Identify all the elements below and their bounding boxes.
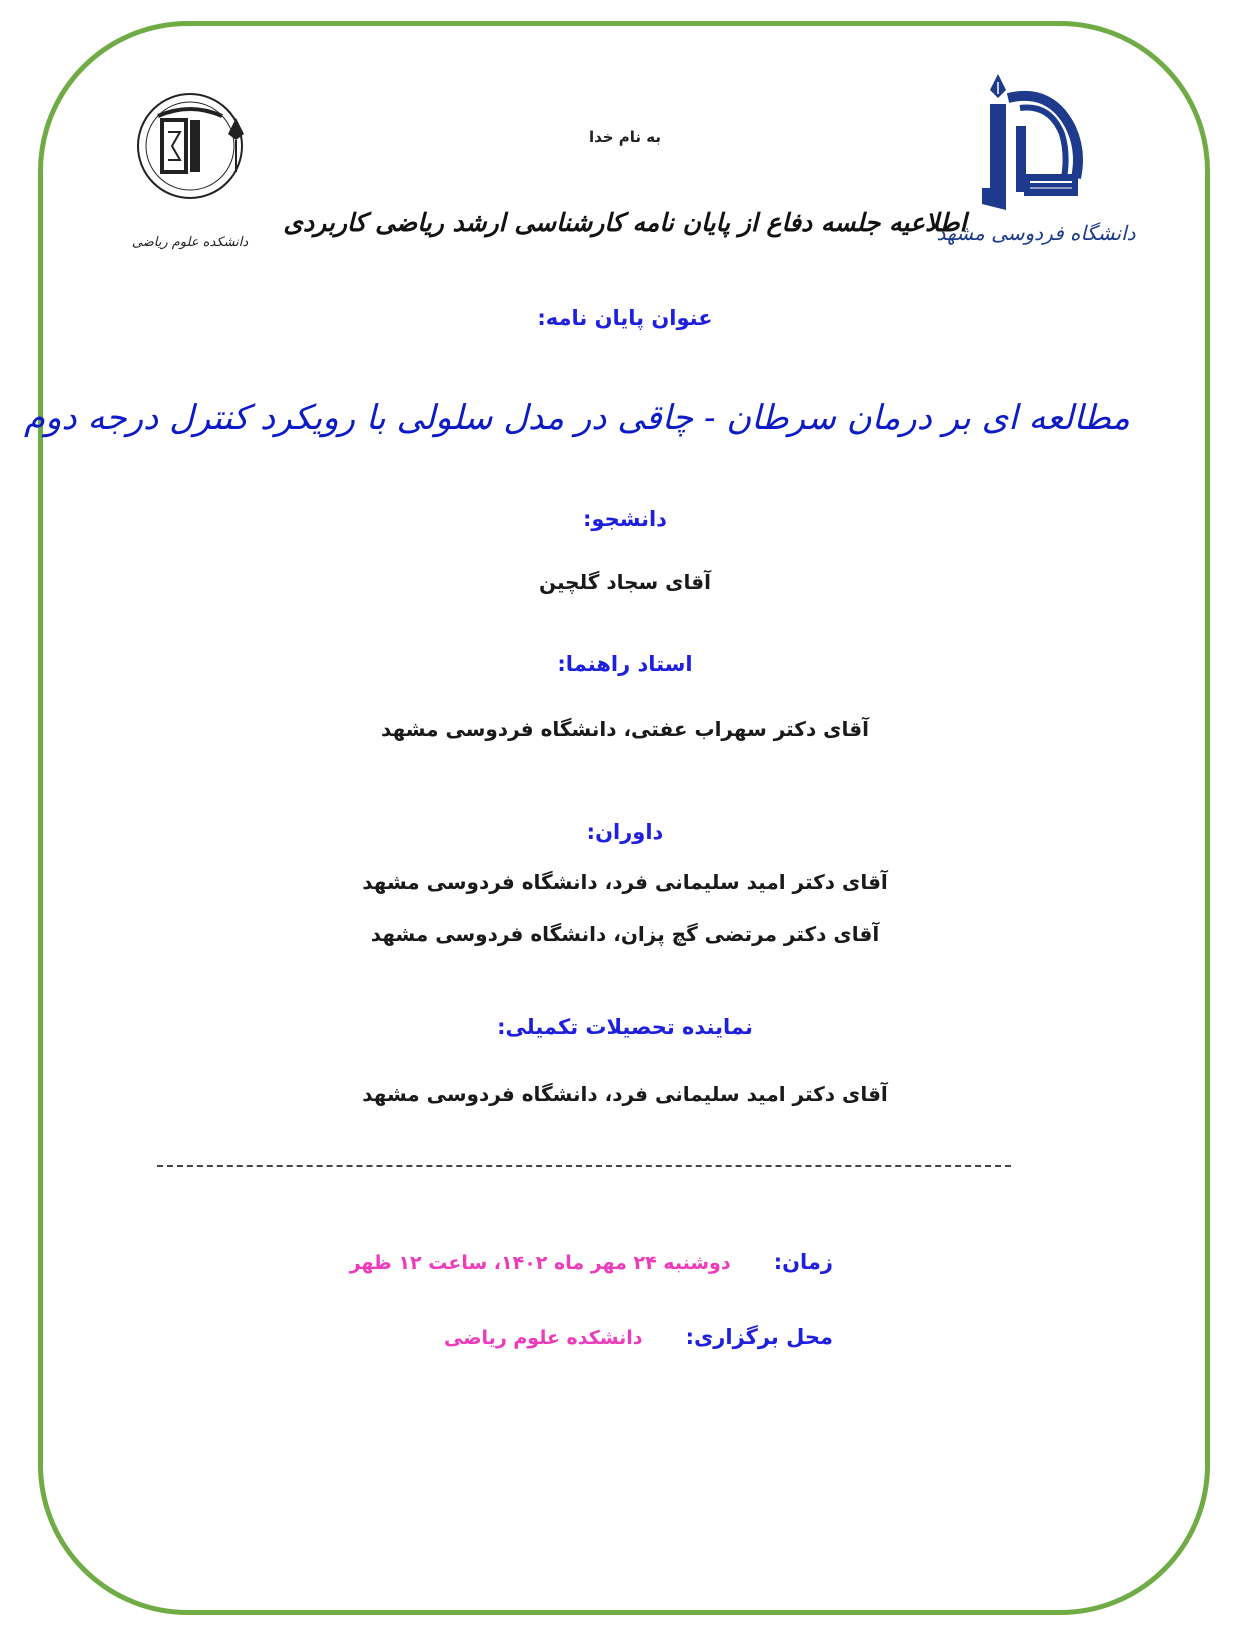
advisor-name: آقای دکتر سهراب عفتی، دانشگاه فردوسی مشهد [381,717,869,741]
graduate-rep-label: نماینده تحصیلات تکمیلی: [497,1015,753,1039]
student-name: آقای سجاد گلچین [539,570,711,594]
student-label: دانشجو: [583,507,667,531]
venue-row [444,1325,833,1349]
faculty-logo-text: دانشکده علوم ریاضی [131,235,249,250]
venue-label: محل برگزاری: [685,1325,833,1349]
graduate-rep-name: آقای دکتر امید سلیمانی فرد، دانشگاه فردوسی مشهد [362,1082,888,1106]
time-row [350,1250,833,1274]
referees-label: داوران: [586,820,664,844]
advisor-label: استاد راهنما: [557,652,693,676]
thesis-title-label: عنوان پایان نامه: [537,306,713,330]
time-value: دوشنبه ۲۴ مهر ماه ۱۴۰۲، ساعت ۱۲ ظهر [349,1252,731,1274]
page-border [24,21,1210,1615]
basmala: به نام خدا [588,128,662,146]
venue-value: دانشکده علوم ریاضی [443,1327,643,1349]
referee-name: آقای دکتر امید سلیمانی فرد، دانشگاه فردوسی مشهد [362,870,888,894]
announcement-title: اطلاعیه جلسه دفاع از پایان نامه کارشناسی ارشد ریاضی کاربردی [283,208,967,237]
divider [157,1165,1011,1167]
time-label: زمان: [773,1250,833,1274]
university-logo-text: دانشگاه فردوسی مشهد [936,221,1136,245]
thesis-title: مطالعه ای بر درمان سرطان - چاقی در مدل سلولی با رویکرد کنترل درجه دوم [24,398,1130,438]
referee-name: آقای دکتر مرتضی گچ پزان، دانشگاه فردوسی مشهد [370,922,880,946]
